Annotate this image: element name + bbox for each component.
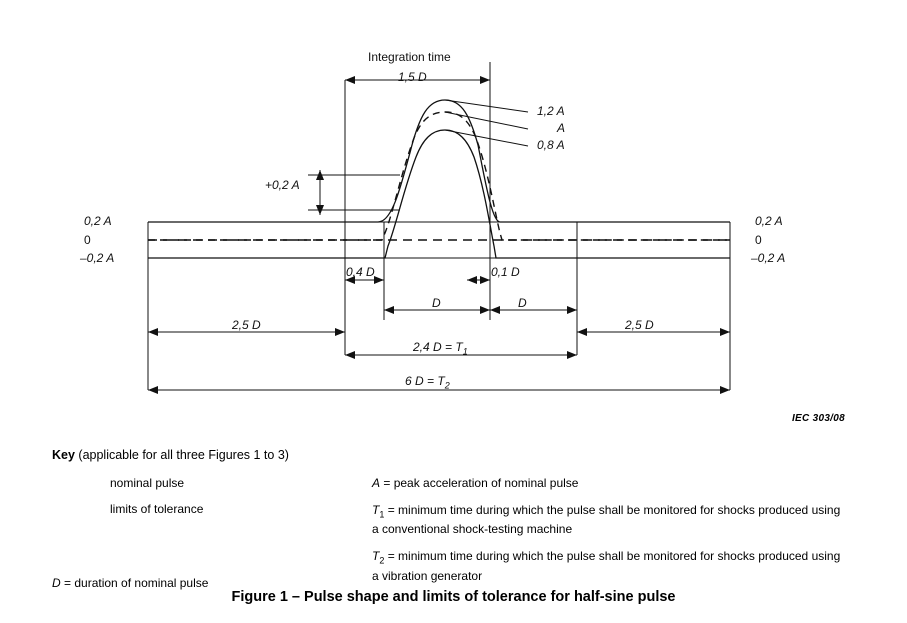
label-t1-span: 2,4 $D = T_1$ [413,340,468,357]
label-d-after: D [518,296,527,310]
label-a: A [557,121,566,135]
leader-0p8a [445,130,528,146]
right-label-minus0p2a: –0,2 A [751,251,786,265]
label-d-pulse: D [432,296,441,310]
key-title-rest: (applicable for all three Figures 1 to 3) [74,448,289,462]
left-label-zero: 0 [84,233,91,247]
solid-line-icon [52,509,92,519]
key-item-tolerance [52,502,372,528]
key-item-nominal [52,476,372,502]
right-label-zero: 0 [755,233,762,247]
label-2p5d-right: 2,5 D [625,318,654,332]
key-left-column [52,476,372,596]
integration-time-label: Integration time [368,50,451,64]
leader-1p2a [445,100,528,112]
label-1p2a: 1,2 A [537,104,565,118]
label-t2-span: 6 $D = T_2$ [405,374,450,391]
key-label-nominal: nominal pulse [110,476,185,490]
definition-t1: $T_1$ = minimum time during which the pulse shall be monitored for shocks produced using a conventional shock-testing machine [372,503,841,537]
iec-source-code: IEC 303/08 [791,413,845,424]
definition-a: A = peak acceleration of nominal pulse [372,476,579,490]
key-title [52,448,872,462]
label-0p4d: 0,4 D [346,265,375,279]
figure-caption: Figure 1 – Pulse shape and limits of tolerance for half-sine pulse [231,589,676,605]
leader-a [445,112,528,129]
integration-time-value: 1,5 D [398,70,427,84]
key-d-definition: D = duration of nominal pulse [52,576,209,590]
right-label-0p2a: 0,2 A [755,214,783,228]
key-block [52,448,872,596]
key-label-tolerance: limits of tolerance [110,502,204,516]
upper-tolerance-curve [148,100,730,222]
label-offset-0p2a: +0,2 A [265,178,300,192]
label-0p1d: 0,1 D [491,265,520,279]
label-2p5d-left: 2,5 D [232,318,261,332]
left-label-0p2a: 0,2 A [84,214,112,228]
label-0p8a: 0,8 A [537,138,565,152]
left-label-minus0p2a: –0,2 A [80,251,115,265]
definition-t2: $T_2$ = minimum time during which the pulse shall be monitored for shocks produced using a vibration generator [372,549,841,583]
key-right-column [372,476,842,596]
dashed-line-icon [52,483,92,493]
lower-tolerance-curve [148,130,730,258]
key-title-bold: Key [52,448,75,462]
